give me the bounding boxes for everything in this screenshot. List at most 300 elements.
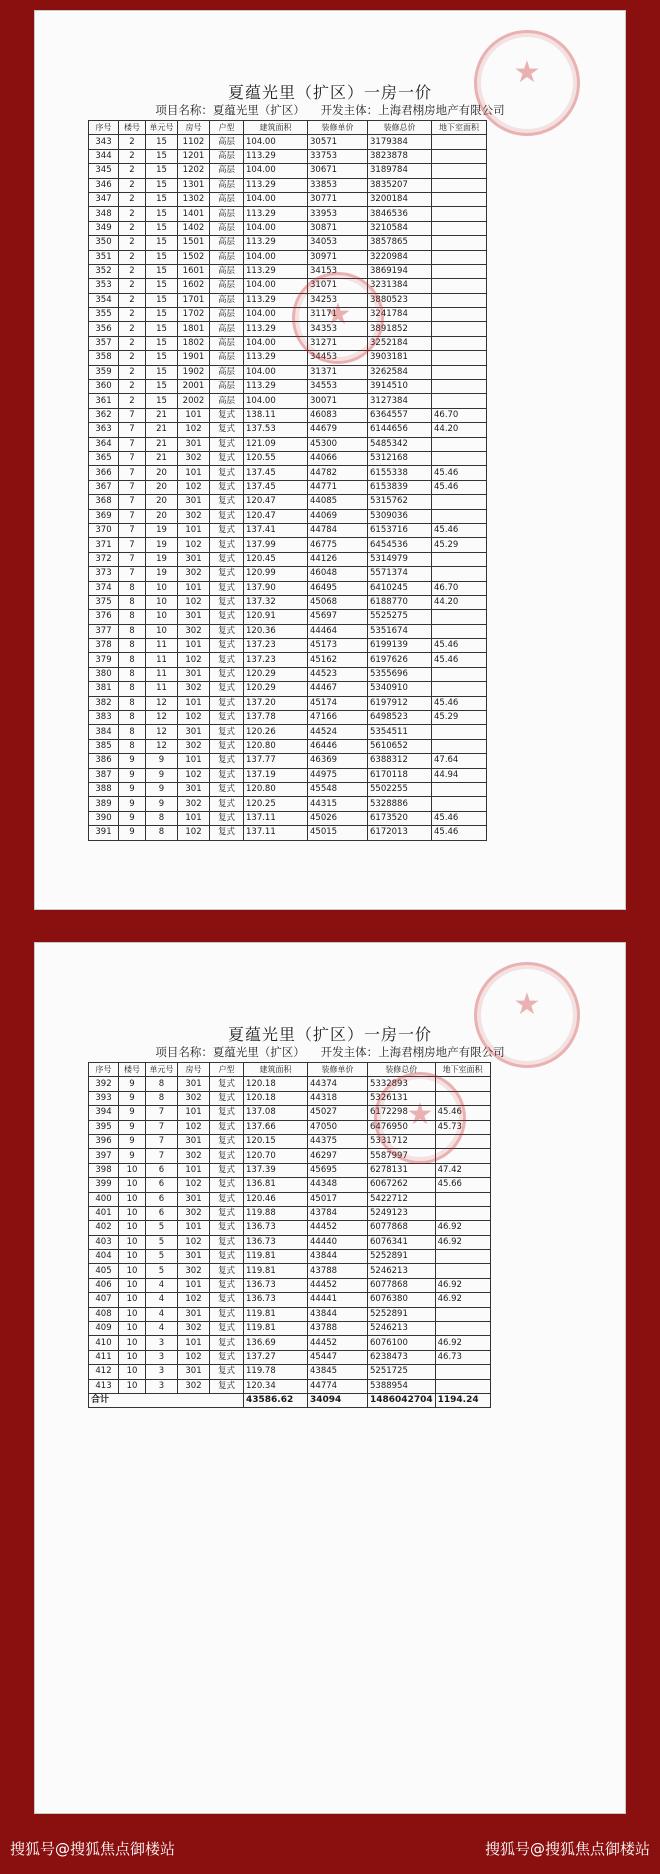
table-row (89, 1235, 491, 1249)
table-cell: 101 (178, 408, 210, 422)
table-cell: 30971 (308, 250, 368, 264)
table-cell: 9 (119, 1149, 146, 1163)
table-row (89, 149, 487, 163)
table-cell: 1902 (178, 365, 210, 379)
table-cell: 1402 (178, 221, 210, 235)
table-cell: 121.09 (244, 437, 308, 451)
table-cell: 119.81 (244, 1307, 308, 1321)
table-cell: 2 (119, 221, 146, 235)
table-cell: 362 (89, 408, 119, 422)
table-cell: 1602 (178, 279, 210, 293)
table-cell: 405 (89, 1264, 119, 1278)
table-cell: 45015 (308, 826, 368, 840)
table-cell: 113.29 (244, 380, 308, 394)
table-cell: 3189784 (368, 164, 432, 178)
table-cell: 10 (119, 1178, 146, 1192)
table-cell: 1702 (178, 308, 210, 322)
price-sheet-page-1 (34, 10, 626, 910)
table-cell: 45068 (308, 595, 368, 609)
table-cell: 2 (119, 293, 146, 307)
table-cell: 104.00 (244, 164, 308, 178)
table-cell: 2 (119, 236, 146, 250)
table-cell: 高层 (210, 178, 244, 192)
table-cell: 8 (146, 811, 178, 825)
column-header: 装修单价 (308, 121, 368, 135)
table-cell: 44315 (308, 797, 368, 811)
table-cell: 高层 (210, 264, 244, 278)
table-cell: 复式 (210, 1336, 244, 1350)
table-cell: 高层 (210, 236, 244, 250)
table-cell: 高层 (210, 192, 244, 206)
table-cell: 136.73 (244, 1235, 308, 1249)
table-cell: 复式 (210, 466, 244, 480)
table-cell: 复式 (210, 480, 244, 494)
table-cell: 400 (89, 1192, 119, 1206)
table-cell: 4 (146, 1322, 178, 1336)
table-cell: 高层 (210, 279, 244, 293)
table-cell: 104.00 (244, 250, 308, 264)
table-cell: 复式 (210, 667, 244, 681)
table-cell: 9 (119, 811, 146, 825)
table-row (89, 581, 487, 595)
table-cell: 101 (178, 639, 210, 653)
table-cell: 120.91 (244, 610, 308, 624)
table-cell: 1301 (178, 178, 210, 192)
table-cell: 301 (178, 552, 210, 566)
table-cell: 120.15 (244, 1134, 308, 1148)
table-cell: 410 (89, 1336, 119, 1350)
table-cell: 389 (89, 797, 119, 811)
table-cell: 302 (178, 1379, 210, 1393)
table-cell: 45.46 (432, 696, 487, 710)
table-cell: 113.29 (244, 264, 308, 278)
table-cell: 137.77 (244, 754, 308, 768)
table-cell: 1201 (178, 149, 210, 163)
table-cell: 复式 (210, 610, 244, 624)
table-cell: 12 (146, 739, 178, 753)
table-cell: 3869194 (368, 264, 432, 278)
table-cell: 44774 (308, 1379, 368, 1393)
table-row (89, 437, 487, 451)
table-cell: 404 (89, 1250, 119, 1264)
table-cell: 5309036 (368, 509, 432, 523)
table-cell: 19 (146, 552, 178, 566)
table-cell: 5340910 (368, 682, 432, 696)
table-cell: 101 (178, 1106, 210, 1120)
table-cell: 9 (119, 826, 146, 840)
table-cell: 7 (119, 437, 146, 451)
table-cell: 5328886 (368, 797, 432, 811)
table-cell: 3835207 (368, 178, 432, 192)
table-cell (432, 380, 487, 394)
table-cell: 15 (146, 365, 178, 379)
table-cell: 43845 (308, 1365, 368, 1379)
table-cell: 369 (89, 509, 119, 523)
table-cell: 120.29 (244, 667, 308, 681)
table-cell: 137.32 (244, 595, 308, 609)
table-cell: 2 (119, 207, 146, 221)
table-cell: 5571374 (368, 567, 432, 581)
table-cell: 15 (146, 178, 178, 192)
table-cell: 3891852 (368, 322, 432, 336)
table-cell (432, 739, 487, 753)
table-cell: 44771 (308, 480, 368, 494)
table-row (89, 1365, 491, 1379)
table-cell: 101 (178, 754, 210, 768)
table-cell: 10 (146, 610, 178, 624)
table-cell (432, 164, 487, 178)
table-cell: 10 (119, 1250, 146, 1264)
table-cell: 2 (119, 178, 146, 192)
table-cell: 120.47 (244, 495, 308, 509)
table-cell: 45447 (308, 1350, 368, 1364)
table-cell: 15 (146, 394, 178, 408)
table-cell: 137.99 (244, 538, 308, 552)
table-cell: 358 (89, 351, 119, 365)
developer-name: 开发主体：上海君栩房地产有限公司 (320, 1045, 505, 1059)
table-cell: 12 (146, 725, 178, 739)
table-cell: 10 (119, 1264, 146, 1278)
table-row (89, 639, 487, 653)
table-cell: 7 (119, 538, 146, 552)
totals-area: 43586.62 (244, 1393, 308, 1407)
table-cell: 120.80 (244, 739, 308, 753)
table-cell: 6153839 (368, 480, 432, 494)
table-cell: 365 (89, 451, 119, 465)
table-cell: 352 (89, 264, 119, 278)
table-cell: 137.08 (244, 1106, 308, 1120)
table-cell: 102 (178, 1293, 210, 1307)
table-cell: 10 (119, 1206, 146, 1220)
table-cell: 复式 (210, 1235, 244, 1249)
table-cell: 10 (119, 1235, 146, 1249)
table-cell: 113.29 (244, 351, 308, 365)
table-cell: 47050 (308, 1120, 368, 1134)
table-cell: 1501 (178, 236, 210, 250)
table-cell: 44464 (308, 624, 368, 638)
table-cell: 113.29 (244, 149, 308, 163)
table-cell: 15 (146, 322, 178, 336)
table-cell: 349 (89, 221, 119, 235)
table-cell: 15 (146, 149, 178, 163)
table-cell: 44782 (308, 466, 368, 480)
table-cell: 5 (146, 1221, 178, 1235)
table-cell: 113.29 (244, 293, 308, 307)
table-cell: 407 (89, 1293, 119, 1307)
table-cell: 104.00 (244, 192, 308, 206)
table-cell: 15 (146, 192, 178, 206)
table-cell: 44467 (308, 682, 368, 696)
table-cell: 7 (146, 1134, 178, 1148)
column-header: 楼号 (119, 1063, 146, 1077)
table-cell: 381 (89, 682, 119, 696)
table-cell (432, 667, 487, 681)
table-cell: 383 (89, 711, 119, 725)
table-cell: 5422712 (368, 1192, 436, 1206)
table-cell: 409 (89, 1322, 119, 1336)
table-cell: 102 (178, 768, 210, 782)
table-cell: 138.11 (244, 408, 308, 422)
table-cell: 45027 (308, 1106, 368, 1120)
table-cell: 47.42 (435, 1163, 490, 1177)
table-cell: 1601 (178, 264, 210, 278)
table-cell: 5332893 (368, 1077, 436, 1091)
table-cell: 355 (89, 308, 119, 322)
table-cell: 347 (89, 192, 119, 206)
table-cell: 3903181 (368, 351, 432, 365)
table-cell: 345 (89, 164, 119, 178)
table-cell: 8 (119, 653, 146, 667)
official-seal-stamp (474, 30, 580, 136)
table-cell: 复式 (210, 711, 244, 725)
table-cell: 43844 (308, 1307, 368, 1321)
table-cell: 10 (146, 595, 178, 609)
table-cell: 101 (178, 1163, 210, 1177)
table-cell: 8 (146, 1077, 178, 1091)
table-cell: 44318 (308, 1091, 368, 1105)
table-cell: 6476950 (368, 1120, 436, 1134)
table-cell: 101 (178, 1336, 210, 1350)
table-cell (435, 1365, 490, 1379)
table-cell: 45173 (308, 639, 368, 653)
table-row (89, 739, 487, 753)
table-cell: 8 (119, 639, 146, 653)
table-cell (432, 682, 487, 696)
table-cell: 15 (146, 380, 178, 394)
table-cell: 4 (146, 1307, 178, 1321)
table-cell: 3 (146, 1379, 178, 1393)
table-cell: 44784 (308, 523, 368, 537)
table-cell: 120.70 (244, 1149, 308, 1163)
table-row (89, 538, 487, 552)
table-cell: 45548 (308, 782, 368, 796)
table-cell: 382 (89, 696, 119, 710)
table-cell: 120.36 (244, 624, 308, 638)
table-cell: 376 (89, 610, 119, 624)
table-cell: 412 (89, 1365, 119, 1379)
table-cell: 复式 (210, 696, 244, 710)
table-cell: 360 (89, 380, 119, 394)
table-cell: 394 (89, 1106, 119, 1120)
table-row (89, 1307, 491, 1321)
table-cell (432, 178, 487, 192)
table-cell: 44452 (308, 1336, 368, 1350)
table-row (89, 567, 487, 581)
table-cell (432, 509, 487, 523)
table-cell (432, 567, 487, 581)
table-cell: 104.00 (244, 336, 308, 350)
table-cell: 43788 (308, 1322, 368, 1336)
table-cell: 3210584 (368, 221, 432, 235)
table-cell: 复式 (210, 595, 244, 609)
table-cell: 2 (119, 164, 146, 178)
table-cell: 136.73 (244, 1278, 308, 1292)
table-cell: 复式 (210, 1322, 244, 1336)
table-cell: 7 (119, 423, 146, 437)
table-cell: 380 (89, 667, 119, 681)
table-cell: 113.29 (244, 236, 308, 250)
table-cell: 2 (119, 336, 146, 350)
table-cell: 6076380 (368, 1293, 436, 1307)
table-cell: 5312168 (368, 451, 432, 465)
price-sheet-page-2 (34, 942, 626, 1814)
table-cell (432, 322, 487, 336)
table-cell: 113.29 (244, 322, 308, 336)
table-cell: 10 (119, 1336, 146, 1350)
price-table-page-1 (88, 120, 487, 841)
document-title: 夏蕴光里（扩区）一房一价 (227, 83, 432, 102)
table-cell: 6 (146, 1192, 178, 1206)
table-cell: 392 (89, 1077, 119, 1091)
table-cell: 6410245 (368, 581, 432, 595)
table-row (89, 250, 487, 264)
table-cell: 1701 (178, 293, 210, 307)
table-cell: 45.46 (432, 523, 487, 537)
table-cell: 402 (89, 1221, 119, 1235)
table-cell: 47166 (308, 711, 368, 725)
table-cell (435, 1264, 490, 1278)
table-cell (432, 495, 487, 509)
table-cell: 343 (89, 135, 119, 149)
table-cell: 390 (89, 811, 119, 825)
table-cell: 复式 (210, 1250, 244, 1264)
table-cell: 6388312 (368, 754, 432, 768)
table-cell: 137.39 (244, 1163, 308, 1177)
table-cell: 高层 (210, 394, 244, 408)
table-cell: 413 (89, 1379, 119, 1393)
table-cell: 15 (146, 250, 178, 264)
table-row (89, 336, 487, 350)
table-cell: 33953 (308, 207, 368, 221)
table-cell: 6144656 (368, 423, 432, 437)
table-cell: 386 (89, 754, 119, 768)
table-cell: 7 (146, 1106, 178, 1120)
table-cell: 302 (178, 797, 210, 811)
table-row (89, 1350, 491, 1364)
table-cell: 复式 (210, 768, 244, 782)
totals-total-price: 1486042704 (368, 1393, 436, 1407)
table-cell: 351 (89, 250, 119, 264)
table-cell: 8 (119, 610, 146, 624)
table-cell: 371 (89, 538, 119, 552)
table-cell: 101 (178, 1278, 210, 1292)
table-cell: 44679 (308, 423, 368, 437)
table-row (89, 682, 487, 696)
table-cell: 120.29 (244, 682, 308, 696)
table-cell: 复式 (210, 1077, 244, 1091)
table-cell (435, 1192, 490, 1206)
official-seal-stamp (474, 962, 580, 1068)
table-cell (435, 1307, 490, 1321)
table-cell: 复式 (210, 1350, 244, 1364)
table-cell: 301 (178, 437, 210, 451)
table-cell: 7 (119, 451, 146, 465)
table-cell: 11 (146, 639, 178, 653)
table-cell: 15 (146, 293, 178, 307)
table-cell: 复式 (210, 1178, 244, 1192)
table-cell: 6364557 (368, 408, 432, 422)
table-cell: 3857865 (368, 236, 432, 250)
table-row (89, 207, 487, 221)
table-row (89, 811, 487, 825)
table-cell (432, 336, 487, 350)
table-cell: 9 (119, 1120, 146, 1134)
table-cell: 45.66 (435, 1178, 490, 1192)
table-cell: 1502 (178, 250, 210, 264)
table-cell: 119.81 (244, 1250, 308, 1264)
table-cell: 5246213 (368, 1322, 436, 1336)
table-cell: 复式 (210, 1379, 244, 1393)
table-cell: 398 (89, 1163, 119, 1177)
table-cell (432, 207, 487, 221)
table-cell: 1202 (178, 164, 210, 178)
table-cell: 10 (119, 1322, 146, 1336)
table-cell: 1401 (178, 207, 210, 221)
table-cell (435, 1206, 490, 1220)
table-cell: 45.46 (432, 639, 487, 653)
table-cell: 3 (146, 1365, 178, 1379)
table-cell: 377 (89, 624, 119, 638)
table-cell: 7 (119, 523, 146, 537)
table-cell: 44066 (308, 451, 368, 465)
column-header: 户型 (210, 121, 244, 135)
table-cell: 44348 (308, 1178, 368, 1192)
table-cell: 15 (146, 221, 178, 235)
table-cell: 45.46 (432, 653, 487, 667)
table-cell: 120.18 (244, 1091, 308, 1105)
table-cell: 34553 (308, 380, 368, 394)
table-cell: 1302 (178, 192, 210, 206)
table-cell: 复式 (210, 811, 244, 825)
table-cell: 101 (178, 581, 210, 595)
table-cell: 44126 (308, 552, 368, 566)
table-cell: 9 (119, 782, 146, 796)
table-cell: 137.66 (244, 1120, 308, 1134)
table-cell: 2002 (178, 394, 210, 408)
table-row (89, 495, 487, 509)
table-cell: 102 (178, 711, 210, 725)
table-cell: 复式 (210, 451, 244, 465)
table-row (89, 466, 487, 480)
table-cell (432, 351, 487, 365)
table-cell: 45017 (308, 1192, 368, 1206)
table-cell: 5388954 (368, 1379, 436, 1393)
table-cell: 6153716 (368, 523, 432, 537)
table-cell: 6067262 (368, 1178, 436, 1192)
table-cell (435, 1250, 490, 1264)
table-cell: 20 (146, 480, 178, 494)
table-cell: 1901 (178, 351, 210, 365)
table-cell (432, 236, 487, 250)
table-cell: 5326131 (368, 1091, 436, 1105)
table-cell: 5246213 (368, 1264, 436, 1278)
table-cell: 104.00 (244, 394, 308, 408)
column-header: 楼号 (119, 121, 146, 135)
table-cell: 44452 (308, 1278, 368, 1292)
table-cell: 15 (146, 308, 178, 322)
table-cell: 复式 (210, 682, 244, 696)
table-cell: 350 (89, 236, 119, 250)
table-cell: 6197626 (368, 653, 432, 667)
table-row (89, 221, 487, 235)
column-header: 单元号 (146, 1063, 178, 1077)
table-cell: 3823878 (368, 149, 432, 163)
table-cell: 120.45 (244, 552, 308, 566)
table-cell: 102 (178, 1350, 210, 1364)
table-cell: 复式 (210, 581, 244, 595)
table-cell: 45.73 (435, 1120, 490, 1134)
table-cell: 120.99 (244, 567, 308, 581)
